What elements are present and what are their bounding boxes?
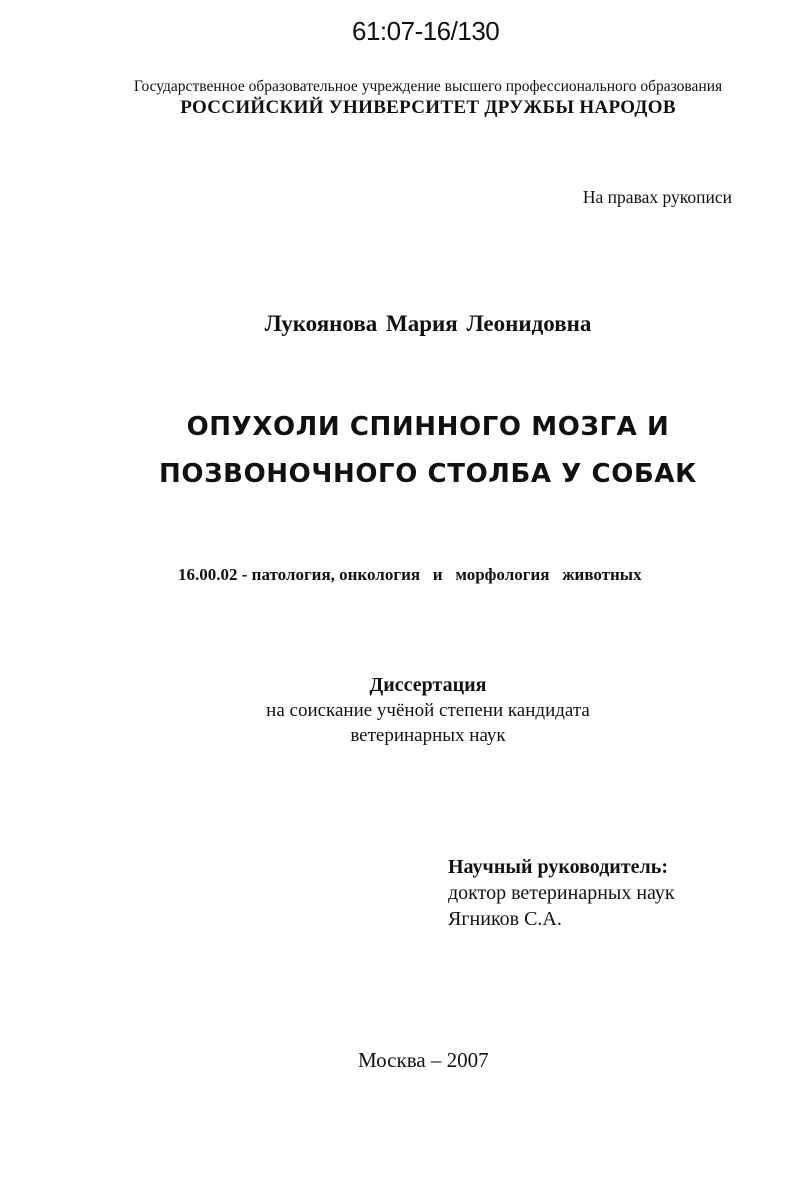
supervisor-degree: доктор ветеринарных наук	[448, 882, 675, 904]
stamp-code: 61:07-16/130	[352, 16, 500, 46]
dissertation-label: Диссертация	[369, 674, 487, 696]
specialty: 16.00.02 - патология, онкология и морфология животных	[178, 565, 642, 584]
title-line-1: ОПУХОЛИ СПИННОГО МОЗГА И	[186, 412, 670, 442]
institution-line: Государственное образовательное учреждение высшего профессионального образования	[133, 78, 723, 95]
author-name: Лукоянова Мария Леонидовна	[264, 311, 592, 336]
city-year: Москва – 2007	[358, 1048, 489, 1072]
supervisor-name: Ягников С.А.	[448, 908, 562, 930]
manuscript-note: На правах рукописи	[582, 187, 732, 207]
university-name: РОССИЙСКИЙ УНИВЕРСИТЕТ ДРУЖБЫ НАРОДОВ	[180, 97, 676, 118]
dissertation-line-1: на соискание учёной степени кандидата	[266, 700, 590, 721]
supervisor-label: Научный руководитель:	[448, 856, 668, 878]
dissertation-line-2: ветеринарных наук	[350, 725, 506, 746]
title-line-2: ПОЗВОНОЧНОГО СТОЛБА У СОБАК	[159, 459, 697, 489]
